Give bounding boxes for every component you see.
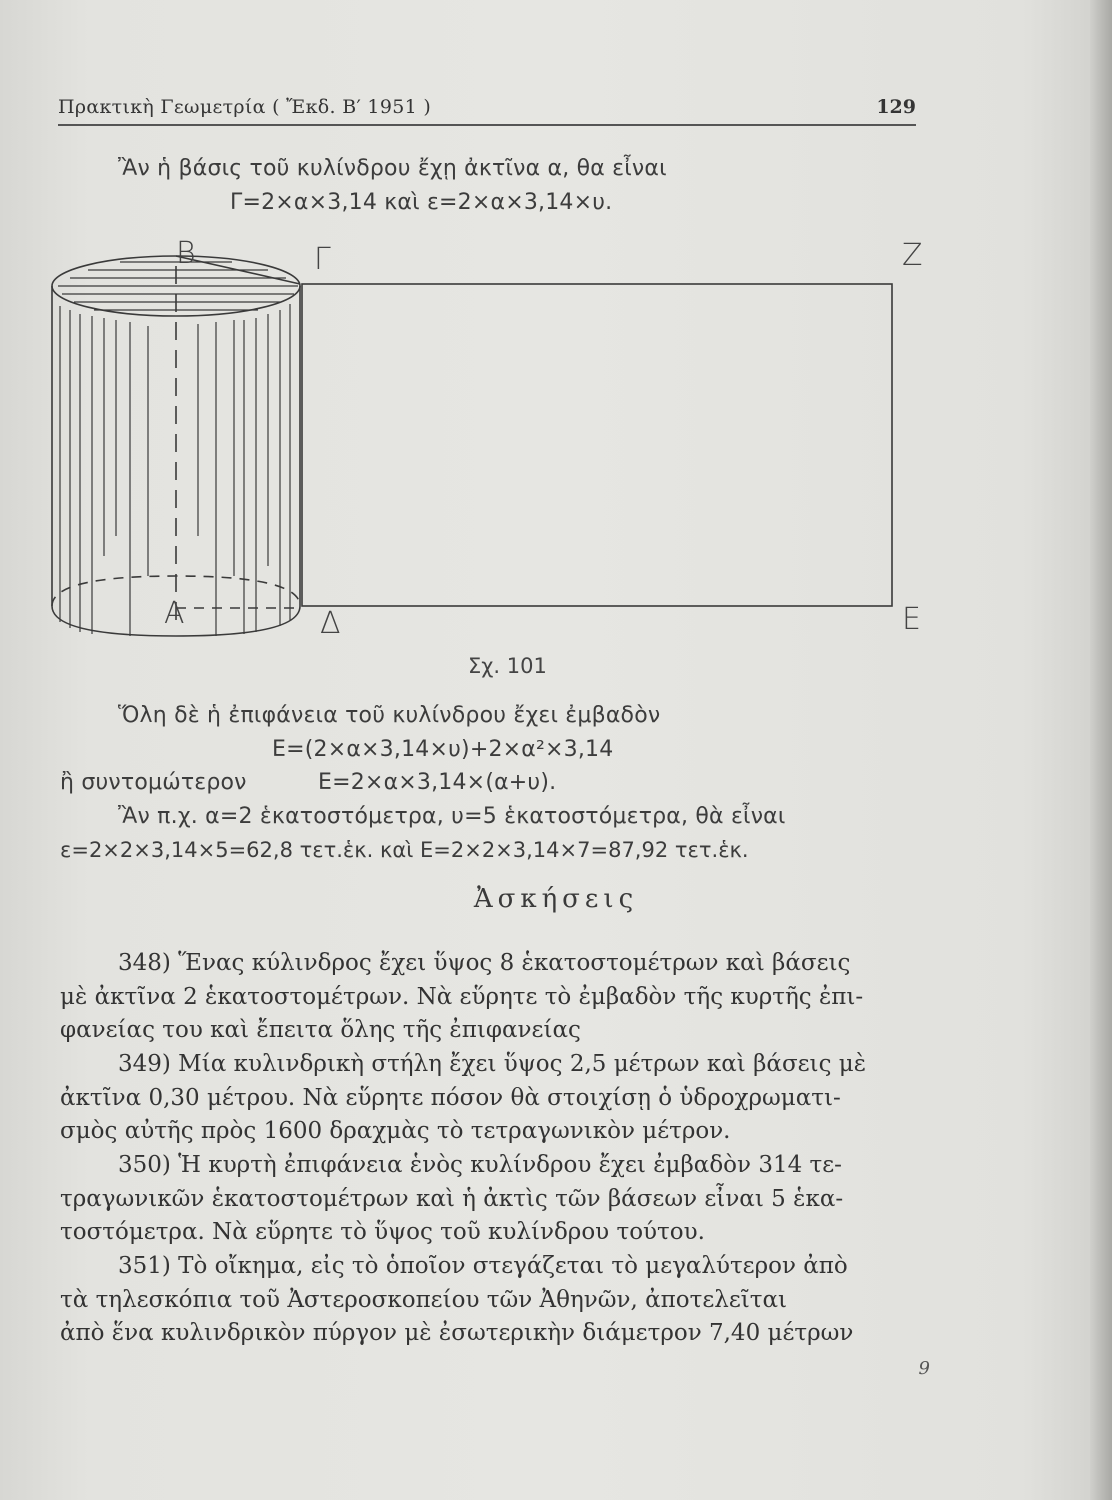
label-B: Β <box>176 236 196 271</box>
exercise-line: ἀκτῖνα 0,30 μέτρου. Νὰ εὕρητε πόσον θὰ στοιχίσῃ ὁ ὑδροχρωματι- <box>60 1085 841 1111</box>
page-edge <box>1090 0 1112 1500</box>
body-line-3a: ἢ συντομώτερον <box>60 770 247 795</box>
intro-line-1: Ἂν ἡ βάσις τοῦ κυλίνδρου ἔχῃ ἀκτῖνα α, θα εἶναι <box>118 156 667 181</box>
exercise-line: τοστόμετρα. Νὰ εὕρητε τὸ ὕψος τοῦ κυλίνδρου τούτου. <box>60 1219 705 1245</box>
exercise-line: τὰ τηλεσκόπια τοῦ Ἀστεροσκοπείου τῶν Ἀθηνῶν, ἀποτελεῖται <box>60 1287 788 1313</box>
exercise-line: 350) Ἡ κυρτὴ ἐπιφάνεια ἑνὸς κυλίνδρου ἔχει ἐμβαδὸν 314 τε- <box>118 1152 842 1178</box>
body-formula-2: Ε=2×α×3,14×(α+υ). <box>318 770 557 795</box>
body-line-1: Ὅλη δὲ ἡ ἐπιφάνεια τοῦ κυλίνδρου ἔχει ἐμβαδὸν <box>118 703 661 728</box>
running-header <box>58 96 916 124</box>
body-formula-1: Ε=(2×α×3,14×υ)+2×α²×3,14 <box>272 737 614 762</box>
exercise-line: μὲ ἀκτῖνα 2 ἑκατοστομέτρων. Νὰ εὕρητε τὸ ἐμβαδὸν τῆς κυρτῆς ἐπι- <box>60 984 864 1010</box>
unrolled-rectangle <box>302 284 892 606</box>
signature-mark: 9 <box>918 1358 930 1379</box>
page-number: 129 <box>876 96 916 118</box>
exercise-line: φανείας του καὶ ἔπειτα ὅλης τῆς ἐπιφανείας <box>60 1017 581 1043</box>
label-D: Δ <box>320 606 341 641</box>
exercise-line: 348) Ἕνας κύλινδρος ἔχει ὕψος 8 ἑκατοστομέτρων καὶ βάσεις <box>118 950 851 976</box>
header-title: Πρακτικὴ Γεωμετρία ( Ἔκδ. Β′ 1951 ) <box>58 96 432 118</box>
body-line-5: ε=2×2×3,14×5=62,8 τετ.ἑκ. καὶ Ε=2×2×3,14×7=87,92 τετ.ἑκ. <box>60 838 749 862</box>
label-Z: Ζ <box>902 238 923 273</box>
side-shading <box>60 304 290 636</box>
figure-caption: Σχ. 101 <box>468 654 547 678</box>
exercise-line: σμὸς αὐτῆς πρὸς 1600 δραχμὰς τὸ τετραγωνικὸν μέτρον. <box>60 1118 731 1144</box>
exercises-heading: Ἀσκήσεις <box>473 884 639 914</box>
label-A: Α <box>164 596 185 631</box>
exercise-line: ἀπὸ ἕνα κυλινδρικὸν πύργον μὲ ἐσωτερικὴν διάμετρον 7,40 μέτρων <box>60 1320 854 1346</box>
label-G: Γ <box>314 242 331 277</box>
header-rule <box>58 124 916 126</box>
intro-formula: Γ=2×α×3,14 καὶ ε=2×α×3,14×υ. <box>230 190 613 215</box>
exercise-line: τραγωνικῶν ἑκατοστομέτρων καὶ ἡ ἀκτὶς τῶν βάσεων εἶναι 5 ἑκα- <box>60 1186 844 1212</box>
body-line-4: Ἂν π.χ. α=2 ἑκατοστόμετρα, υ=5 ἑκατοστόμετρα, θὰ εἶναι <box>118 804 786 829</box>
label-E: Ε <box>902 602 921 637</box>
exercise-line: 349) Μία κυλινδρικὴ στήλη ἔχει ὕψος 2,5 μέτρων καὶ βάσεις μὲ <box>118 1051 867 1077</box>
figure-cylinder <box>48 236 928 666</box>
exercise-line: 351) Τὸ οἴκημα, εἰς τὸ ὁποῖον στεγάζεται τὸ μεγαλύτερον ἀπὸ <box>118 1253 848 1279</box>
